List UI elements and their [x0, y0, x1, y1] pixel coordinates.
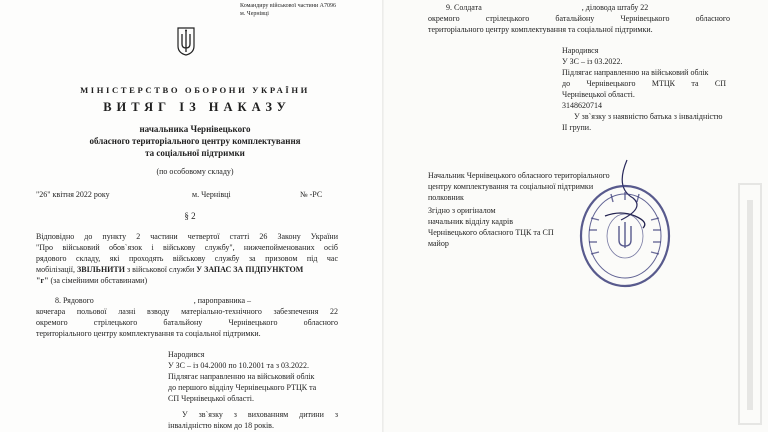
- item8-service: У ЗС – із 04.2000 по 10.2001 та з 03.2022.: [168, 361, 309, 370]
- para1-line-5: "г" (за сімейними обставинами): [36, 276, 148, 285]
- subtitle-line-1: начальника Чернівецького: [139, 124, 251, 134]
- para1-line-2: "Про військовий обов`язок і військову службу", нижчепойменованих осіб: [36, 243, 338, 252]
- official-seal-icon: [575, 158, 675, 290]
- trident-icon: [176, 26, 196, 56]
- signature-rank-2: майор: [428, 239, 449, 248]
- item8-line-1: кочегара польової лазні взводу матеріально-технічного забезпечення 22: [36, 307, 338, 316]
- signature-line-1: Начальник Чернівецького обласного територіального: [428, 171, 610, 180]
- signature-line-2: центру комплектування та соціальної підтримки: [428, 182, 594, 191]
- item8-lead: 8. Рядового , пароправника –: [55, 296, 252, 305]
- subtitle-line-2: обласного територіального центру комплектування: [89, 136, 301, 146]
- signature-line-6: Чернівецького обласного ТЦК та СП: [428, 228, 554, 237]
- order-subject: (по особовому складу): [156, 167, 234, 176]
- item9-registration-2: до Чернівецького МТЦК та СП: [562, 79, 726, 88]
- faded-stamp-icon: [735, 180, 765, 430]
- item8-registration-2: до першого відділу Чернівецького РТЦК та: [168, 383, 317, 392]
- order-date: "26" квітня 2022 року: [36, 190, 110, 199]
- reserve-clause: У ЗАПАС ЗА ПІДПУНКТОМ: [196, 265, 304, 274]
- item8-reason-1: У зв`язку з вихованням дитини з: [182, 410, 338, 419]
- item9-id-number: 3148620714: [562, 101, 602, 110]
- order-city: м. Чернівці: [192, 190, 231, 199]
- header-note-city: м. Чернівці: [240, 11, 269, 17]
- item8-born: Народився: [168, 350, 205, 359]
- document-title: ВИТЯГ ІЗ НАКАЗУ: [103, 100, 291, 114]
- item9-line-2: територіального центру комплектування та соціальної підтримки.: [428, 25, 653, 34]
- para1-line-1: Відповідно до пункту 2 частини четвертої статті 26 Закону України: [36, 232, 338, 241]
- item9-registration-1: Підлягає направленню на військовий облік: [562, 68, 709, 77]
- para1-line-4: мобілізації, ЗВІЛЬНИТИ з військової служби У ЗАПАС ЗА ПІДПУНКТОМ: [36, 265, 304, 274]
- item9-reason-1: У зв`язку з наявністю батька з інвалідністю: [574, 112, 723, 121]
- item8-line-2: окремого стрілецького батальйону Чернівецького обласного: [36, 318, 338, 327]
- item9-reason-2: ІІ групи.: [562, 123, 592, 132]
- item9-lead: 9. Солдата , діловода штабу 22: [446, 3, 649, 12]
- header-note: Командиру військової частини А7096: [240, 3, 337, 9]
- item9-registration-3: Чернівецької області.: [562, 90, 635, 99]
- certified-copy: Згідно з оригіналом: [428, 206, 496, 215]
- signature-rank-1: полковник: [428, 193, 464, 202]
- signature-line-5: начальник відділу кадрів: [428, 217, 513, 226]
- ministry-name: МІНІСТЕРСТВО ОБОРОНИ УКРАЇНИ: [80, 85, 310, 95]
- item9-service: У ЗС – із 03.2022.: [562, 57, 623, 66]
- item8-reason-2: інвалідністю віком до 18 років.: [168, 421, 274, 430]
- subtitle-line-3: та соціальної підтримки: [145, 148, 245, 158]
- order-number: № -РС: [300, 190, 323, 199]
- para1-line-3: рядового складу, які проходять військову службу за призовом під час: [36, 254, 338, 263]
- item8-line-3: територіального центру комплектування та соціальної підтримки.: [36, 329, 261, 338]
- item9-line-1: окремого стрілецького батальйону Чернівецького обласного: [428, 14, 730, 23]
- dismiss-word: ЗВІЛЬНИТИ: [77, 265, 125, 274]
- item8-registration-1: Підлягає направленню на військовий облік: [168, 372, 315, 381]
- section-number: § 2: [184, 211, 196, 221]
- item8-registration-3: СП Чернівецької області.: [168, 394, 254, 403]
- item9-born: Народився: [562, 46, 599, 55]
